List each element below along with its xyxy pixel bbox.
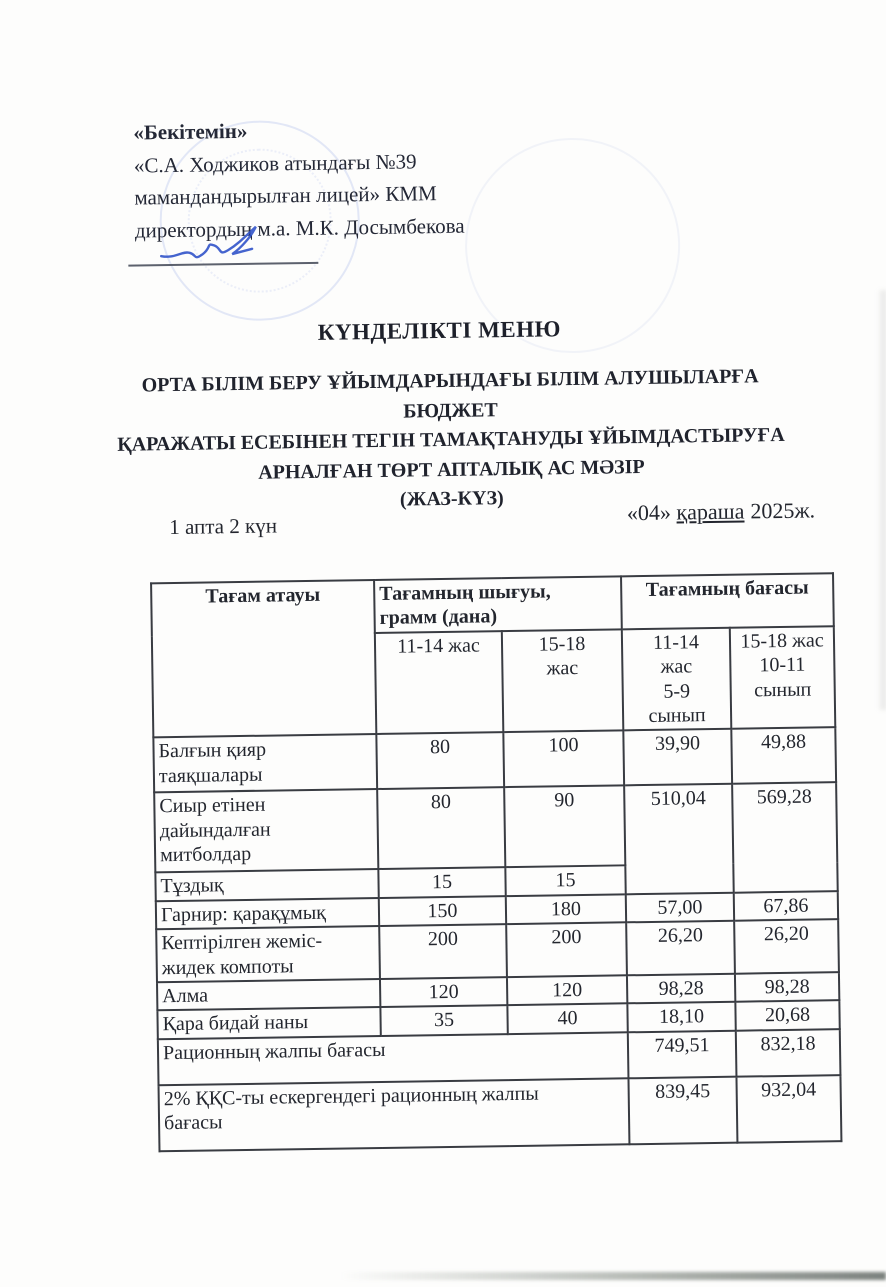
output-15-18: 90: [504, 786, 625, 868]
output-15-18: 200: [506, 922, 627, 977]
output-11-14: 200: [379, 924, 507, 979]
signature-icon: [155, 214, 331, 272]
price-15-18: 20,68: [735, 1000, 839, 1030]
date-month: қараша: [676, 498, 745, 525]
subheader-output-age-15-18: 15-18 жас: [502, 629, 623, 732]
table-row: [153, 728, 836, 793]
date-year: 2025ж.: [750, 497, 816, 524]
output-11-14: 150: [379, 896, 506, 926]
output-15-18: 100: [503, 731, 624, 788]
price-15-18: 569,28: [732, 783, 838, 893]
dish-name: Қара бидай наны: [157, 1007, 380, 1039]
approval-line-1: «Бекітемін»: [133, 118, 248, 145]
output-11-14: 35: [380, 1005, 507, 1035]
total-price-15-18: 832,18: [736, 1029, 841, 1077]
col-header-price: Тағамның бағасы: [621, 573, 834, 629]
approval-line-2: «С.А. Ходжиков атындағы №39: [133, 148, 417, 178]
photo-right-edge-shadow: [877, 290, 886, 710]
total-with-vat-price-11-14: 839,45: [628, 1076, 737, 1144]
dish-name: Сиыр етінен дайындалған митболдар: [154, 789, 378, 872]
dish-name: Балғын қияр таяқшалары: [153, 734, 377, 792]
subheader-price-age-15-18: 15-18 жас 10-11 сынып: [730, 626, 835, 729]
document-date: [627, 497, 816, 526]
price-15-18: 49,88: [731, 728, 836, 785]
output-15-18: 40: [507, 1004, 627, 1034]
col-header-output: Тағамның шығуы, грамм (дана): [374, 576, 622, 632]
output-11-14: 15: [378, 867, 505, 897]
subheader-output-age-11-14: 11-14 жас: [375, 631, 503, 734]
total-with-vat-price-15-18: 932,04: [736, 1075, 841, 1143]
output-11-14: 120: [380, 977, 507, 1007]
menu-table: [150, 572, 842, 1152]
total-label: Рационның жалпы бағасы: [158, 1032, 629, 1085]
price-15-18: 67,86: [734, 891, 838, 921]
page-subtitle: ОРТА БІЛІМ БЕРУ ҰЙЫМДАРЫНДАҒЫ БІЛІМ АЛУШЫЛАРҒА БЮДЖЕТ ҚАРАЖАТЫ ЕСЕБІНЕН ТЕГІН ТАМАҚТАНУДЫ ҰЙЫМДАСТЫРУҒА АРНАЛҒАН ТӨРТ АПТАЛЫҚ АС МӘЗІР (ЖАЗ-КҮЗ): [117, 365, 785, 512]
price-15-18: 26,20: [734, 919, 839, 973]
price-11-14: 57,00: [626, 892, 734, 922]
dish-name: Алма: [157, 979, 380, 1011]
price-11-14: 18,10: [627, 1002, 735, 1032]
output-15-18: 120: [507, 975, 627, 1005]
dish-name: Кептірілген жеміс- жидек компоты: [156, 926, 380, 982]
approval-line-4: директордың м.а. М.К. Досымбекова: [134, 213, 465, 243]
photo-bottom-edge: [340, 1272, 886, 1280]
col-header-dish-name: Тағам атауы: [151, 580, 376, 738]
output-11-14: 80: [376, 732, 504, 789]
page-title: КҮНДЕЛІКТІ МЕНЮ: [317, 316, 562, 345]
price-11-14: 26,20: [626, 921, 735, 975]
total-price-11-14: 749,51: [628, 1030, 737, 1078]
output-11-14: 80: [377, 787, 505, 869]
output-15-18: 15: [505, 866, 625, 896]
subheader-price-age-11-14: 11-14 жас 5-9 сынып: [622, 628, 731, 731]
date-day: «04»: [626, 499, 672, 526]
total-with-vat-label: 2% ҚҚС-ты ескергендегі рационның жалпы бағасы: [159, 1078, 630, 1151]
dish-name: Гарнир: қарақұмық: [156, 898, 379, 930]
price-11-14: 510,04: [624, 784, 734, 894]
table-row: [154, 783, 837, 873]
dish-name: Тұздық: [155, 869, 378, 901]
price-11-14: 39,90: [623, 729, 732, 786]
table-total-row: [159, 1075, 842, 1151]
week-day-label: 1 апта 2 күн: [169, 513, 278, 540]
approval-line-3: мамандандырылған лицей» КММ: [134, 181, 437, 210]
price-15-18: 98,28: [735, 972, 839, 1002]
price-11-14: 98,28: [627, 974, 735, 1004]
output-15-18: 180: [506, 894, 626, 924]
